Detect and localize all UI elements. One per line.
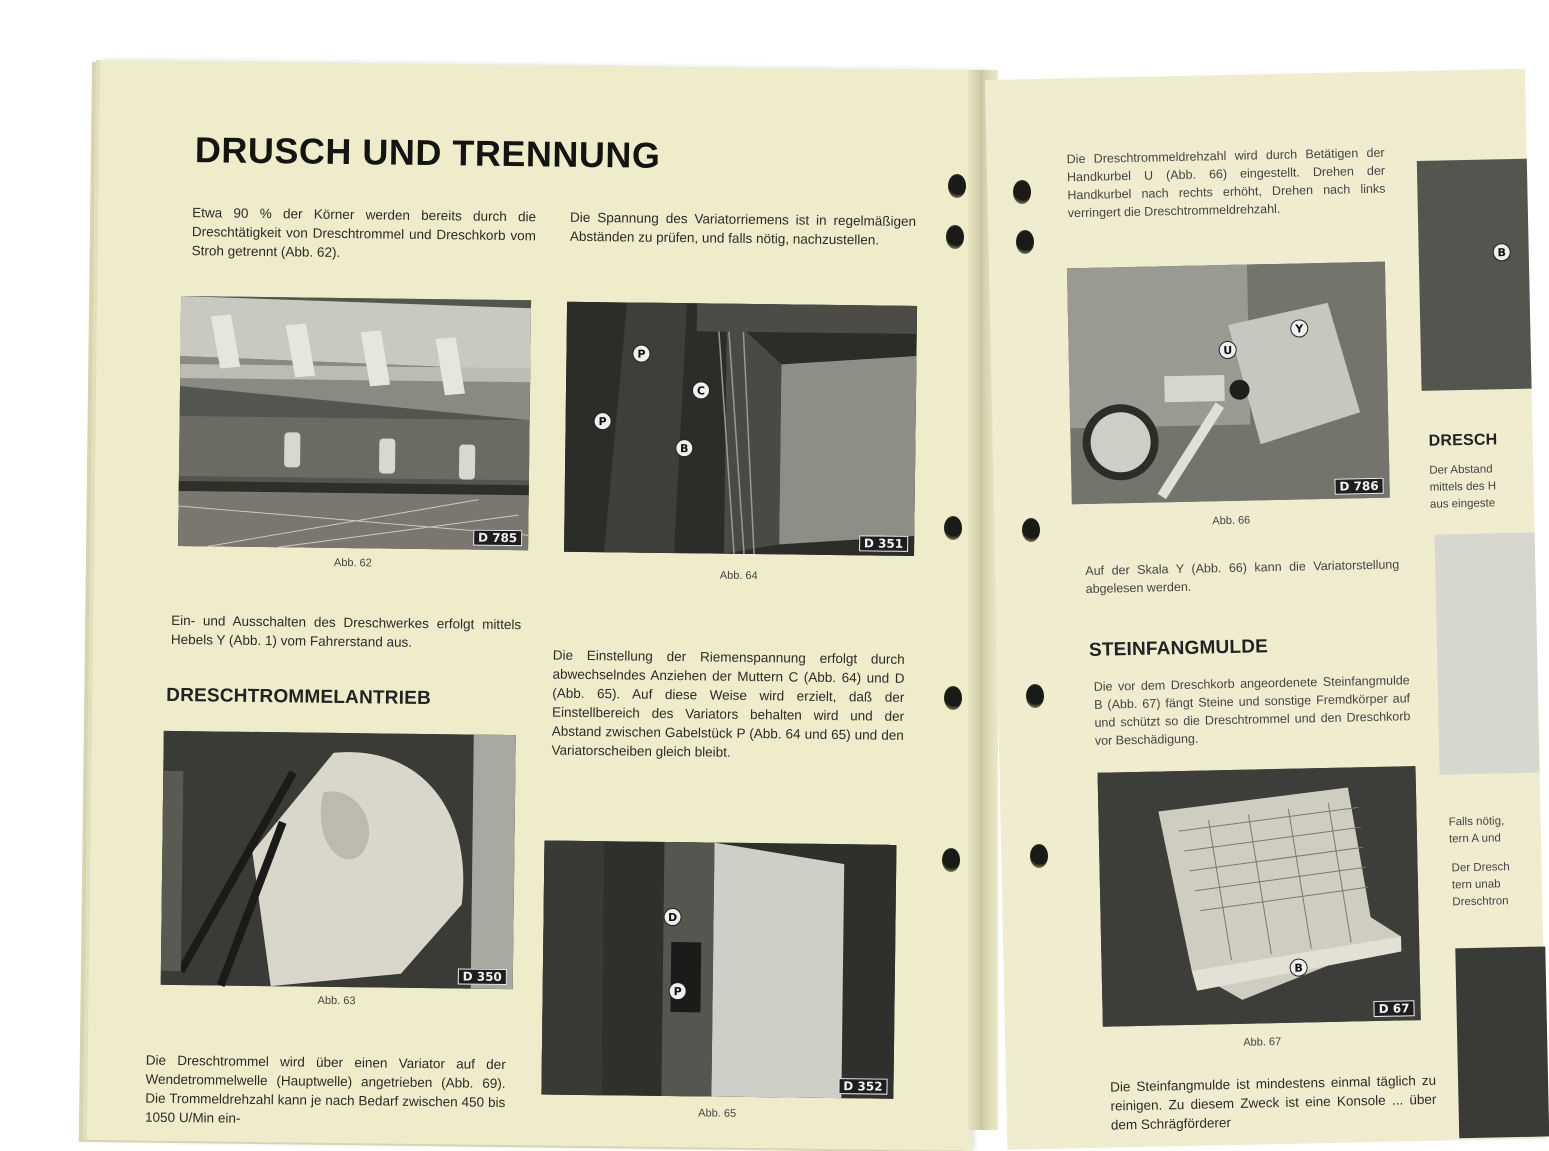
edge-text-1 xyxy=(1429,461,1530,514)
edge-line: mittels des H xyxy=(1429,480,1497,494)
right-page xyxy=(985,69,1547,1150)
edge-photo-bottom xyxy=(1455,946,1549,1138)
figure-63-code: D 350 xyxy=(458,968,507,985)
figure-66-code: D 786 xyxy=(1334,478,1384,495)
binder-hole xyxy=(1026,684,1044,708)
edge-line: Der Dresch xyxy=(1451,861,1510,875)
figure-67-photo xyxy=(1098,766,1421,1027)
figure-66-label-y: Y xyxy=(1290,319,1308,337)
figure-64-label-b: B xyxy=(675,439,693,457)
figure-63-photo xyxy=(161,731,516,989)
figure-64-photo xyxy=(564,302,917,556)
edge-text-3 xyxy=(1451,858,1544,911)
section-heading-drive: DRESCHTROMMELANTRIEB xyxy=(166,684,432,710)
edge-photo-label-b: B xyxy=(1493,243,1511,261)
edge-line: Der Abstand xyxy=(1429,463,1493,477)
binder-hole xyxy=(946,225,964,249)
figure-64-code: D 351 xyxy=(859,535,908,552)
cleaning-paragraph: Die Steinfangmulde ist mindestens einmal täglich zu reinigen. Zu diesem Zweck ist eine Konsole ... über dem Schrägförderer xyxy=(1109,1072,1437,1133)
edge-text-2 xyxy=(1448,813,1541,849)
edge-heading: DRESCH xyxy=(1428,431,1498,450)
edge-line: aus eingeste xyxy=(1429,497,1496,511)
figure-67-label-b: B xyxy=(1289,958,1307,976)
figure-65-label-d: D xyxy=(663,908,681,926)
binder-hole xyxy=(1030,844,1048,868)
binder-hole xyxy=(944,686,962,710)
figure-67-caption: Abb. 67 xyxy=(1243,1036,1282,1049)
binder-hole xyxy=(942,848,960,872)
edge-line: tern A und xyxy=(1448,832,1501,846)
intro-paragraph: Etwa 90 % der Körner werden bereits durch die Dreschtätigkeit von Dreschtrommel und Dreschkorb vom Stroh getrennt (Abb. 62). xyxy=(191,205,537,260)
binder-hole xyxy=(944,516,962,540)
figure-65-label-p: P xyxy=(669,982,687,1000)
figure-65-photo xyxy=(541,840,896,1098)
binder-hole xyxy=(1022,518,1040,542)
figure-67-code: D 67 xyxy=(1374,1000,1415,1017)
figure-66-caption: Abb. 66 xyxy=(1212,514,1251,528)
binder-hole xyxy=(1016,230,1034,254)
figure-64-label-p-lower: P xyxy=(594,412,612,430)
figure-64-label-p-upper: P xyxy=(632,345,650,363)
figure-64-label-c: C xyxy=(692,381,710,399)
section-heading-stone-trap: STEINFANGMULDE xyxy=(1088,636,1269,661)
figure-65-code: D 352 xyxy=(838,1078,887,1095)
figure-66-photo xyxy=(1067,262,1390,505)
stone-trap-paragraph: Die vor dem Dreschkorb angeordenete Steinfangmulde B (Abb. 67) fängt Steine und sonstige Fremdkörper auf und schützt so die Dreschtrommel und den Dreschkorb vor Beschädigung. xyxy=(1093,673,1411,748)
binder-hole xyxy=(948,174,966,198)
speed-paragraph: Die Dreschtrommeldrehzahl wird durch Betätigen der Handkurbel U (Abb. 66) eingestellt. Drehen der Handkurbel nach rechts erhöht, Drehen nach links verringert die Dreschtrommeldrehzahl. xyxy=(1066,145,1386,221)
edge-photo-top xyxy=(1417,159,1532,391)
drive-paragraph: Die Dreschtrommel wird über einen Variator auf der Wendetrommelwelle (Hauptwelle) angetrieben (Abb. 69). Die Trommeldrehzahl kann je nach Bedarf zwischen 450 bis 1050 U/Min ein- xyxy=(144,1052,506,1126)
edge-line: Dreschtron xyxy=(1452,895,1509,909)
figure-65-caption: Abb. 65 xyxy=(698,1107,737,1120)
scale-paragraph: Auf der Skala Y (Abb. 66) kann die Variatorstellung abgelesen werden. xyxy=(1085,557,1400,597)
figure-66-label-u: U xyxy=(1219,341,1237,359)
left-page xyxy=(87,60,985,1151)
belt-tension-paragraph: Die Spannung des Variatorriemens ist in regelmäßigen Abständen zu prüfen, und falls nötig, nachzustellen. xyxy=(569,209,917,248)
figure-62-photo xyxy=(178,296,531,550)
edge-photo-middle xyxy=(1435,533,1540,775)
binder-hole xyxy=(1013,180,1031,204)
figure-62-code: D 785 xyxy=(473,530,522,547)
figure-64-caption: Abb. 64 xyxy=(719,569,758,583)
edge-line: Falls nötig, xyxy=(1448,815,1505,829)
figure-62-caption: Abb. 62 xyxy=(333,556,372,570)
edge-line: tern unab xyxy=(1451,878,1501,892)
adjust-paragraph: Die Einstellung der Riemenspannung erfolgt durch abwechselndes Anziehen der Muttern C (Abb. 64) und D (Abb. 65). Auf diese Weise wird erzielt, daß der Einstellbereich des Variators behalten wird und der Abstand zwischen Gabelstück P (Abb. 64 und 65) und den Variatorscheiben gleich bleibt. xyxy=(551,647,905,760)
page-title: DRUSCH UND TRENNUNG xyxy=(194,129,661,176)
figure-63-caption: Abb. 63 xyxy=(317,994,356,1008)
switch-paragraph: Ein- und Ausschalten des Dreschwerkes erfolgt mittels Hebels Y (Abb. 1) vom Fahrerstand aus. xyxy=(170,612,522,650)
